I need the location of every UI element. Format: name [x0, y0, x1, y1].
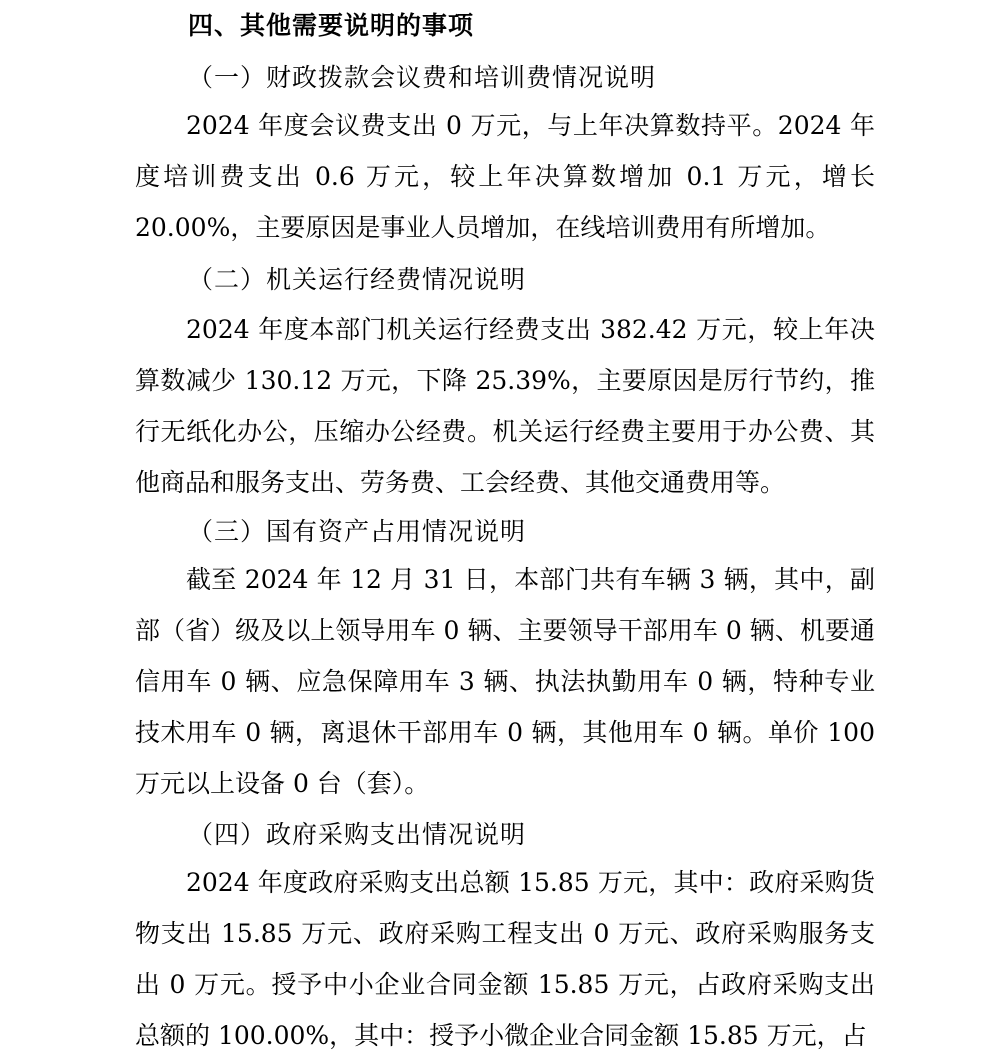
paragraph-meeting-training: 2024 年度会议费支出 0 万元，与上年决算数持平。2024 年度培训费支出 0.6 万元，较上年决算数增加 0.1 万元，增长 20.00%，主要原因是事业人员增加，在线培训费用有所增加。 [135, 111, 875, 242]
subsection-title-state-assets: （三）国有资产占用情况说明 [188, 517, 527, 546]
subsection-title-government-procurement: （四）政府采购支出情况说明 [188, 820, 527, 849]
paragraph-government-procurement: 2024 年度政府采购支出总额 15.85 万元，其中：政府采购货物支出 15.85 万元、政府采购工程支出 0 万元、政府采购服务支出 0 万元。授予中小企业合同金额 15.85 万元，占政府采购支出总额的 100.00%，其中：授予小微企业合同金额 15.85 万元，占 [135, 868, 875, 1050]
paragraph-state-assets: 截至 2024 年 12 月 31 日，本部门共有车辆 3 辆，其中，副部（省）级及以上领导用车 0 辆、主要领导干部用车 0 辆、机要通信用车 0 辆、应急保障用车 3 辆、执法执勤用车 0 辆，特种专业技术用车 0 辆，离退休干部用车 0 辆，其他用车 0 辆。单价 100 万元以上设备 0 台（套）。 [135, 565, 875, 798]
subsection-title-operating-expenses: （二）机关运行经费情况说明 [188, 265, 527, 294]
subsection-title-meeting-training: （一）财政拨款会议费和培训费情况说明 [188, 63, 657, 92]
paragraph-operating-expenses: 2024 年度本部门机关运行经费支出 382.42 万元，较上年决算数减少 130.12 万元，下降 25.39%，主要原因是厉行节约，推行无纸化办公，压缩办公经费。机关运行经费主要用于办公费、其他商品和服务支出、劳务费、工会经费、其他交通费用等。 [135, 315, 875, 497]
section-heading: 四、其他需要说明的事项 [188, 11, 475, 40]
